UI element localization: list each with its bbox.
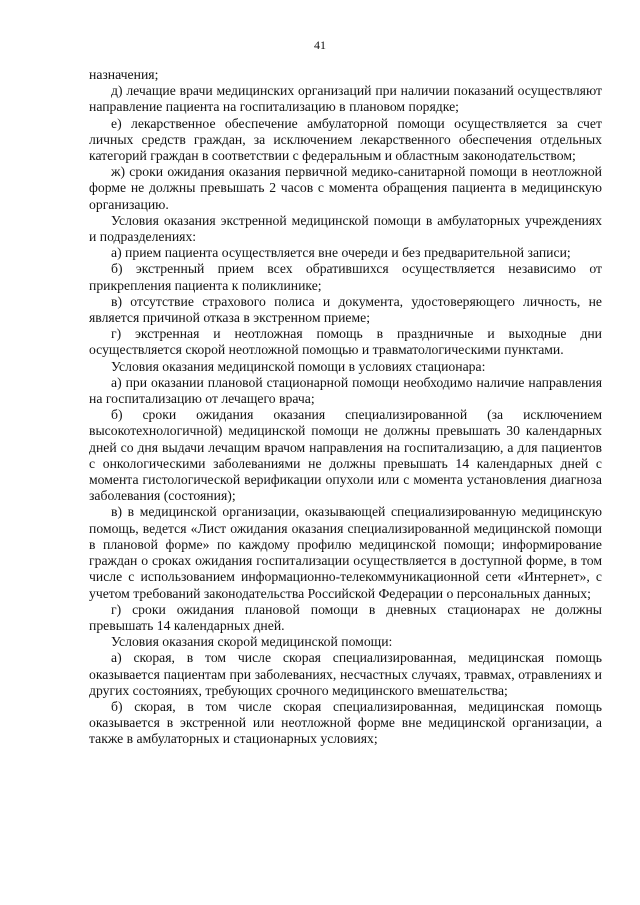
section-heading-ambulance: Условия оказания скорой медицинской помощи: bbox=[111, 634, 393, 650]
paragraph-item-d: д) лечащие врачи медицинских организаций при наличии показаний осуществляют направление пациента на госпитализацию в плановом порядке; bbox=[89, 83, 602, 115]
section-heading-emergency-outpatient: Условия оказания экстренной медицинской помощи в амбулаторных учреждениях и подразделениях: bbox=[89, 212, 602, 245]
paragraph-item-a: а) прием пациента осуществляется вне очереди и без предварительной записи; bbox=[111, 245, 571, 261]
paragraph-item-a: а) при оказании плановой стационарной помощи необходимо наличие направления на госпитализацию от лечащего врача; bbox=[89, 374, 602, 407]
document-body bbox=[89, 67, 602, 748]
paragraph-item-b: б) экстренный прием всех обратившихся осуществляется независимо от прикрепления пациента к поликлинике; bbox=[89, 261, 602, 293]
paragraph-item-v: в) в медицинской организации, оказывающей специализированную медицинскую помощь, ведется «Лист ожидания оказания специализированной медицинской помощи в плановой форме» по каждому профилю медицинской помощи; информирование граждан о сроках ожидания госпитализации осуществляется в доступной форме, в том числе с использованием информационно-телекоммуникационной сети «Интернет», с учетом требований законодательства Российской Федерации о персональных данных; bbox=[89, 504, 602, 601]
page-number: 41 bbox=[314, 38, 326, 52]
paragraph-item-b: б) сроки ожидания оказания специализированной (за исключением высокотехнологичной) медицинской помощи не должны превышать 30 календарных дней со дня выдачи лечащим врачом направления на госпитализацию, а для пациентов с онкологическими заболеваниями не должны превышать 14 календарных дней с момента гистологической верификации опухоли или с момента установления диагноза заболевания (состояния); bbox=[89, 407, 602, 504]
section-heading-inpatient: Условия оказания медицинской помощи в условиях стационара: bbox=[111, 358, 486, 374]
paragraph-item-a: а) скорая, в том числе скорая специализированная, медицинская помощь оказывается пациентам при заболеваниях, несчастных случаях, травмах, отравлениях и других состояниях, требующих срочного медицинского вмешательства; bbox=[89, 650, 602, 698]
paragraph-item-e: е) лекарственное обеспечение амбулаторной помощи осуществляется за счет личных средств граждан, за исключением лекарственного обеспечения отдельных категорий граждан в соответствии с федеральным и областным законодательством; bbox=[89, 115, 602, 164]
paragraph-item-g: г) экстренная и неотложная помощь в праздничные и выходные дни осуществляется скорой неотложной помощью и травматологическими пунктами. bbox=[89, 326, 602, 358]
paragraph-continuation: назначения; bbox=[89, 67, 159, 82]
paragraph-item-b: б) скорая, в том числе скорая специализированная, медицинская помощь оказывается в экстренной или неотложной форме вне медицинской организации, а также в амбулаторных и стационарных условиях; bbox=[89, 698, 602, 747]
paragraph-item-v: в) отсутствие страхового полиса и документа, удостоверяющего личность, не является причиной отказа в экстренном приеме; bbox=[89, 293, 602, 326]
paragraph-item-zh: ж) сроки ожидания оказания первичной медико-санитарной помощи в неотложной форме не должны превышать 2 часов с момента обращения пациента в медицинскую организацию. bbox=[89, 164, 602, 212]
paragraph-item-g: г) сроки ожидания плановой помощи в дневных стационарах не должны превышать 14 календарных дней. bbox=[89, 601, 602, 633]
